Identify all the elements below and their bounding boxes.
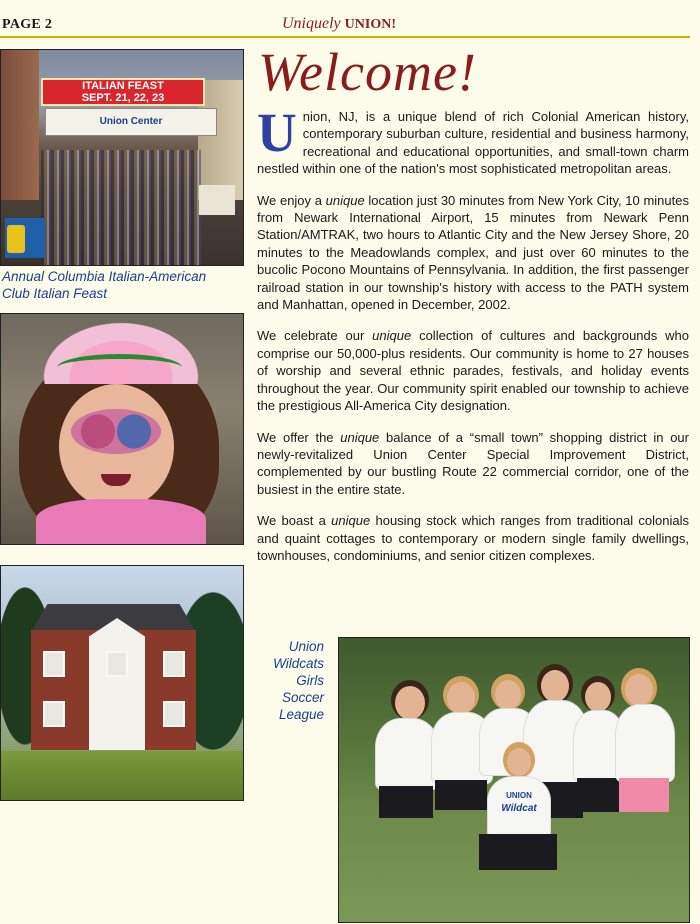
white-tent bbox=[199, 185, 235, 215]
header-rule bbox=[0, 36, 690, 38]
paragraph-text: nion, NJ, is a unique blend of rich Colonial American history, contemporary suburban culture, residential and business harmony, recreational and educational opportunities, and small-town charm nestled within one of the nation's most sophisticated metropolitan areas. bbox=[257, 109, 689, 177]
header-title-bold: UNION! bbox=[344, 17, 396, 32]
caption-line: Girls bbox=[296, 673, 324, 688]
paragraph-text: balance of a “small town” shopping district in our newly-revitalized Union Center Special Improvement District, complemented by our bustling Route 22 commercial corridor, one of the busiest in the entire state. bbox=[257, 429, 689, 497]
pink-shirt bbox=[36, 499, 206, 545]
paragraph-cultures bbox=[257, 327, 689, 414]
photo-italian-feast bbox=[0, 49, 244, 266]
white-portico bbox=[89, 618, 145, 750]
head bbox=[541, 670, 569, 702]
paragraph-intro bbox=[257, 102, 689, 178]
page-number: PAGE 2 bbox=[2, 17, 53, 32]
jersey-text-1: UNION bbox=[506, 791, 532, 800]
paragraph-text: We celebrate our bbox=[257, 328, 373, 344]
head bbox=[585, 682, 611, 712]
caption-soccer bbox=[258, 638, 324, 723]
paragraph-text: We offer the bbox=[257, 429, 341, 445]
photo-face-paint-girl bbox=[0, 313, 244, 545]
emphasis: unique bbox=[372, 328, 412, 344]
window bbox=[163, 651, 185, 677]
building-left bbox=[1, 50, 39, 200]
shorts bbox=[435, 780, 487, 810]
header-title-italic: Uniquely bbox=[282, 15, 341, 32]
photo-soccer-team bbox=[338, 637, 690, 923]
jersey bbox=[615, 704, 675, 782]
shorts bbox=[619, 778, 669, 812]
jersey bbox=[375, 718, 439, 790]
window bbox=[163, 701, 185, 727]
feast-banner-title: ITALIAN FEAST bbox=[82, 80, 164, 92]
shorts bbox=[379, 786, 433, 818]
paragraph-housing bbox=[257, 512, 689, 564]
page-title: Welcome! bbox=[258, 42, 477, 102]
jersey-text-2: Wildcat bbox=[501, 803, 537, 814]
caption-line: Annual Columbia Italian-American bbox=[2, 269, 207, 284]
headband bbox=[57, 354, 182, 381]
head bbox=[395, 686, 425, 720]
paragraph-location bbox=[257, 192, 689, 314]
shorts bbox=[479, 834, 557, 870]
feast-banner-dates: SEPT. 21, 22, 23 bbox=[81, 92, 165, 104]
paragraph-text: location just 30 minutes from New York City, 10 minutes from Newark International Airport, 15 minutes from Newark Penn Station/AMTRAK, two hours to Atlantic City and the New Jersey Shore, 20 minutes to the Meadowlands complex, and just over 60 minutes to the bucolic Pocono Mountains of Pennsylvania. In addition, the first passenger railroad station in our township's history with access to the PATH system and Manhattan, opened in December, 2002. bbox=[257, 192, 689, 313]
lawn bbox=[1, 751, 243, 801]
window bbox=[43, 651, 65, 677]
caption-line: Soccer bbox=[281, 690, 324, 705]
shorts bbox=[577, 778, 619, 812]
butterfly-face-paint bbox=[71, 409, 161, 454]
running-header bbox=[282, 15, 396, 33]
traffic-light bbox=[7, 225, 25, 253]
photo-colonial-house bbox=[0, 565, 244, 801]
head bbox=[447, 682, 475, 714]
paragraph-text: We enjoy a bbox=[257, 192, 326, 208]
crowd bbox=[41, 150, 201, 265]
paragraph-shopping bbox=[257, 429, 689, 499]
emphasis: unique bbox=[340, 429, 380, 445]
caption-italian-feast bbox=[2, 268, 242, 302]
paragraph-text: We boast a bbox=[257, 513, 332, 529]
caption-line: Wildcats bbox=[273, 656, 324, 671]
union-center-sign bbox=[45, 108, 217, 136]
emphasis: unique bbox=[325, 192, 365, 208]
caption-line: Club Italian Feast bbox=[2, 286, 108, 301]
head bbox=[495, 680, 521, 710]
drop-cap: U bbox=[257, 102, 297, 163]
window bbox=[106, 651, 128, 677]
paragraph-text: collection of cultures and backgrounds who comprise our 50,000-plus residents. Our community is home to 27 houses of worship and several ethnic parades, festivals, and holiday events throughout the year. Our community spirit enabled our township to achieve the prestigious All-America City designation. bbox=[257, 328, 689, 414]
window bbox=[43, 701, 65, 727]
head bbox=[625, 674, 653, 706]
jersey bbox=[487, 776, 551, 838]
head bbox=[507, 748, 531, 776]
emphasis: unique bbox=[331, 513, 371, 529]
caption-line: League bbox=[278, 707, 324, 722]
union-center-sign-text: Union Center bbox=[99, 116, 163, 127]
caption-line: Union bbox=[288, 639, 324, 654]
feast-banner bbox=[41, 78, 205, 106]
paragraph-text: housing stock which ranges from traditional colonials and quaint cottages to contemporary or modern single family dwellings, townhouses, condominiums, and senior citizen complexes. bbox=[257, 513, 689, 563]
article-body bbox=[257, 102, 689, 578]
